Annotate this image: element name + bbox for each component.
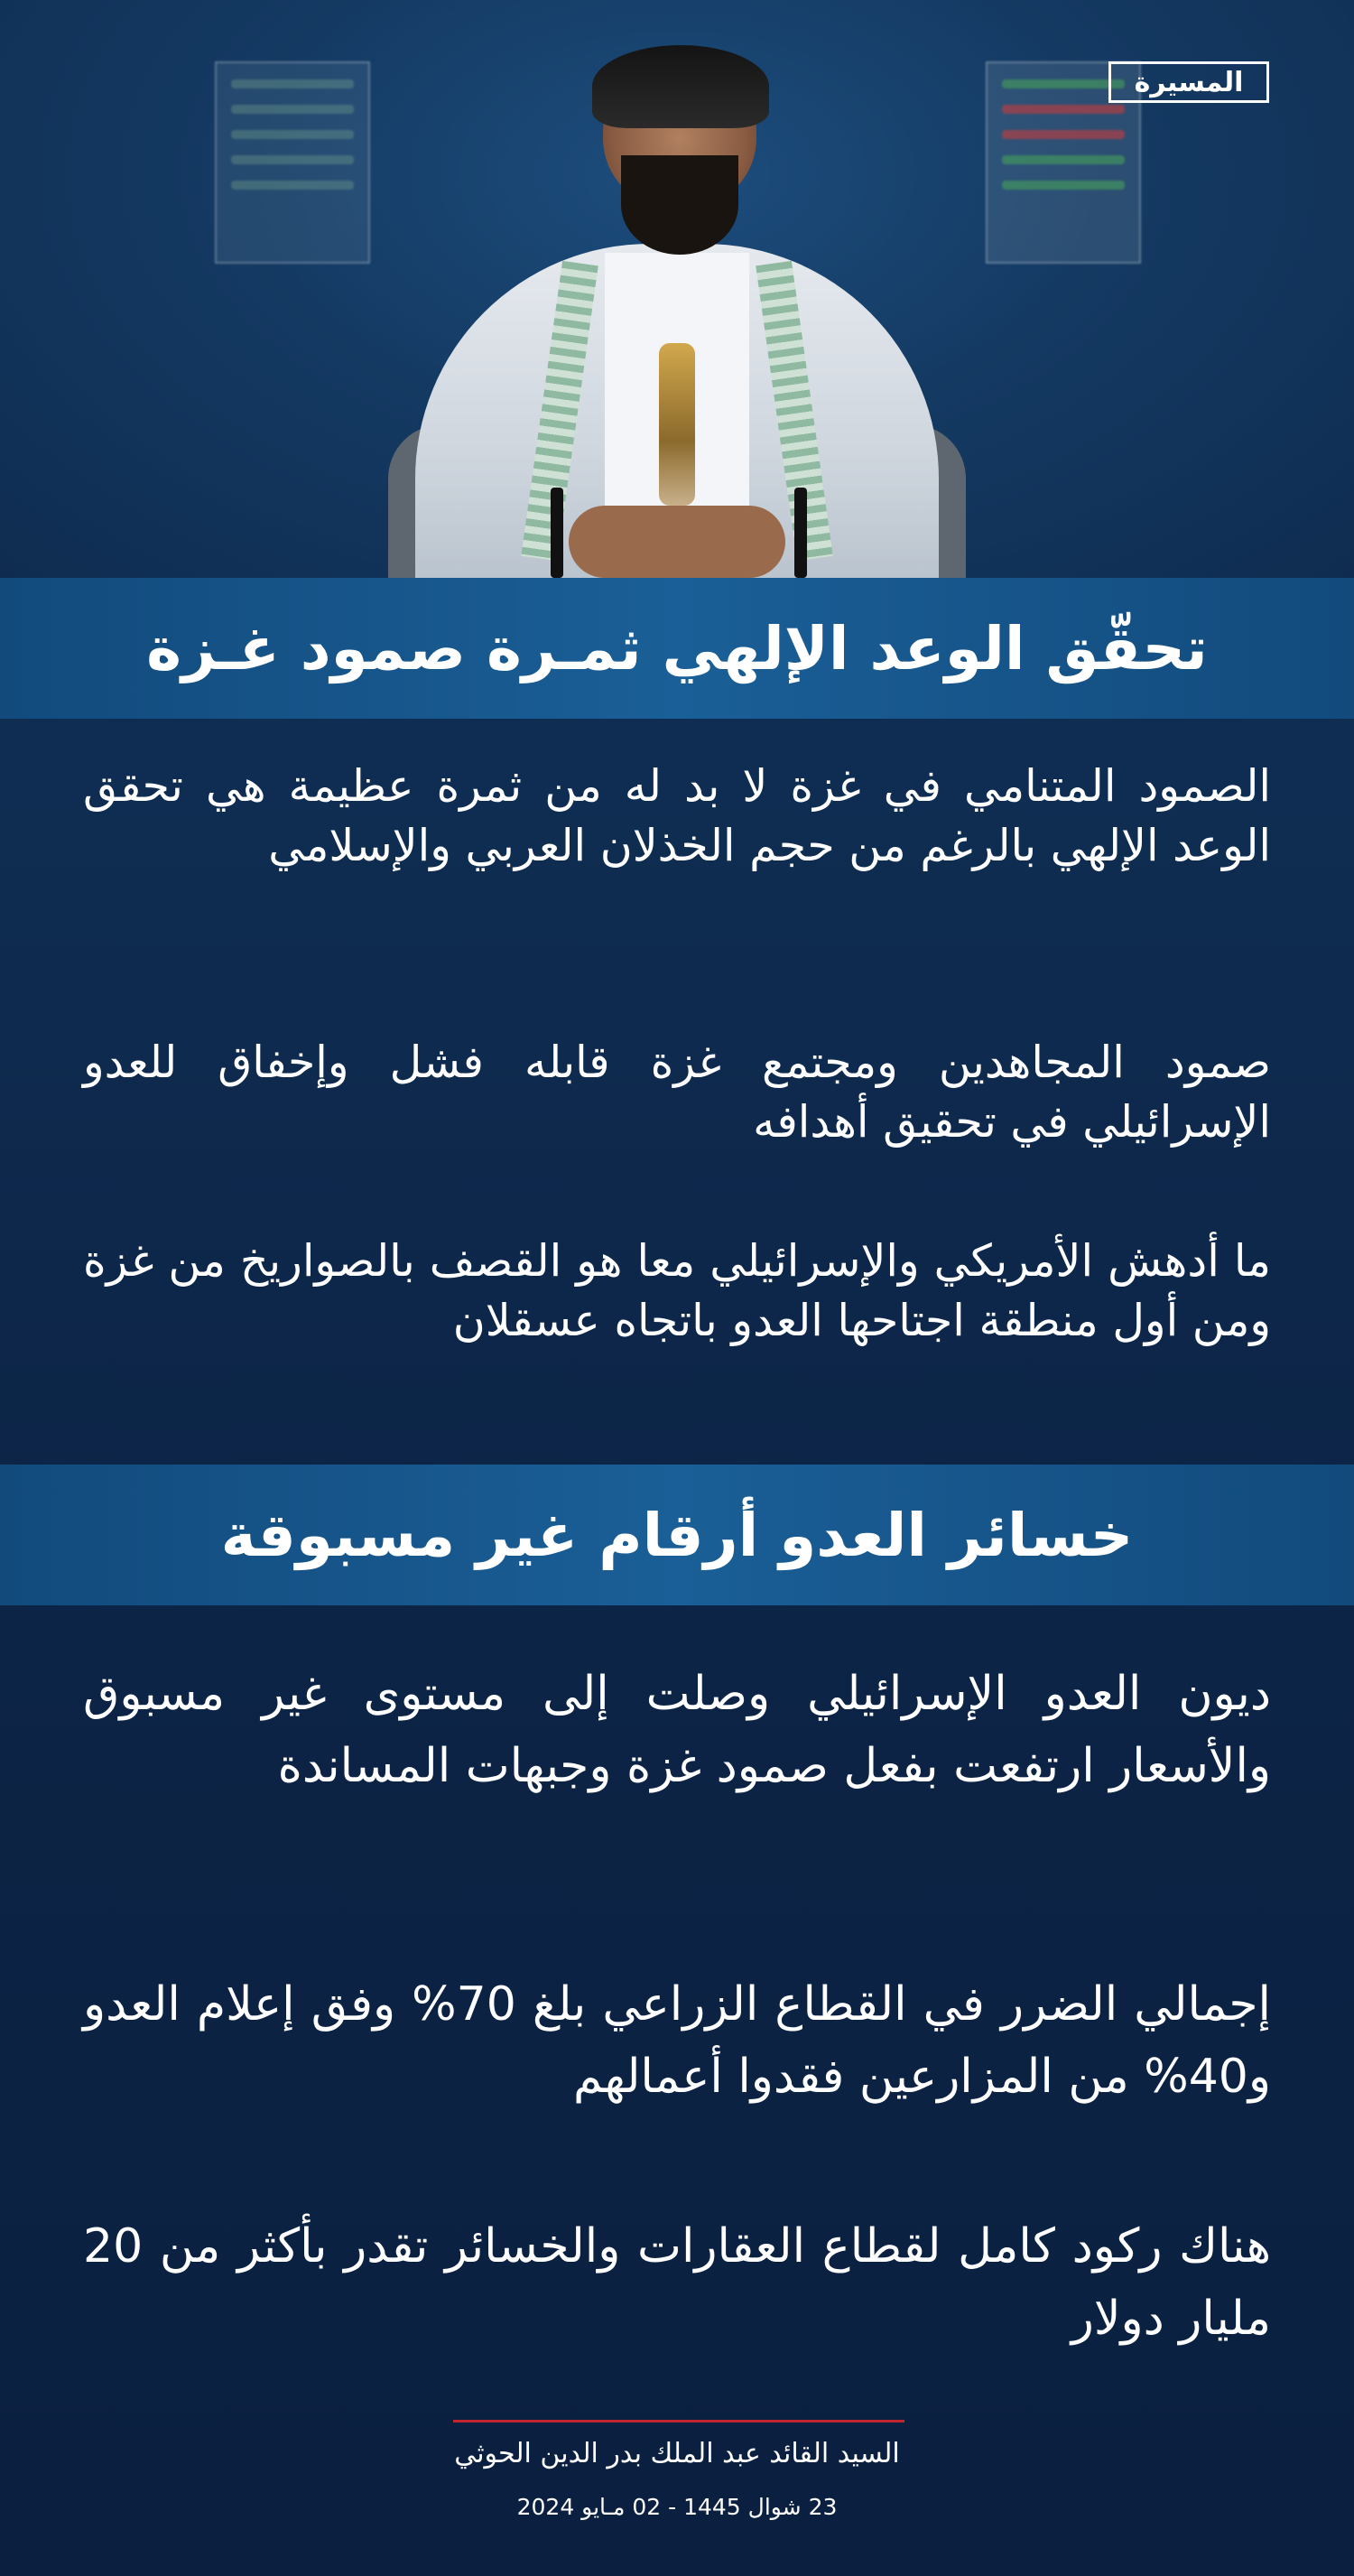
heading-1: تحقّق الوعد الإلهي ثمـرة صمود غـزة bbox=[146, 613, 1208, 684]
hero-photo bbox=[0, 0, 1354, 578]
heading-band-1 bbox=[0, 578, 1354, 719]
paragraph-1: الصمود المتنامي في غزة لا بد له من ثمرة عظيمة هي تحقق الوعد الإلهي بالرغم من حجم الخذلان العربي والإسلامي bbox=[83, 760, 1271, 871]
paragraph-3: ما أدهش الأمريكي والإسرائيلي معا هو القصف بالصواريخ من غزة ومن أول منطقة اجتاحها العدو باتجاه عسقلان bbox=[83, 1235, 1271, 1346]
heading-2: خسائر العدو أرقام غير مسبوقة bbox=[220, 1500, 1134, 1570]
speaker-portrait bbox=[388, 36, 966, 578]
jambiya-dagger bbox=[659, 343, 695, 506]
paragraph-5: إجمالي الضرر في القطاع الزراعي بلغ 70% وفق إعلام العدو و40% من المزارعين فقدوا أعمالهم bbox=[83, 1977, 1271, 2104]
paragraph-6: هناك ركود كامل لقطاع العقارات والخسائر تقدر بأكثر من 20 مليار دولار bbox=[83, 2219, 1271, 2346]
heading-band-2 bbox=[0, 1465, 1354, 1605]
paragraph-2: صمود المجاهدين ومجتمع غزة قابله فشل وإخفاق للعدو الإسرائيلي في تحقيق أهدافه bbox=[83, 1037, 1271, 1148]
speech-date: 23 شوال 1445 - 02 مـايو 2024 bbox=[516, 2494, 838, 2520]
brand-logo: المسيرة bbox=[1108, 61, 1269, 103]
microphone bbox=[551, 488, 563, 578]
paragraph-4: ديون العدو الإسرائيلي وصلت إلى مستوى غير مسبوق والأسعار ارتفعت بفعل صمود غزة وجبهات المساندة bbox=[83, 1667, 1271, 1793]
background-banner-left bbox=[215, 61, 370, 264]
speaker-name: السيد القائد عبد الملك بدر الدين الحوثي bbox=[454, 2438, 900, 2469]
microphone bbox=[794, 488, 807, 578]
footer-divider bbox=[453, 2420, 904, 2423]
